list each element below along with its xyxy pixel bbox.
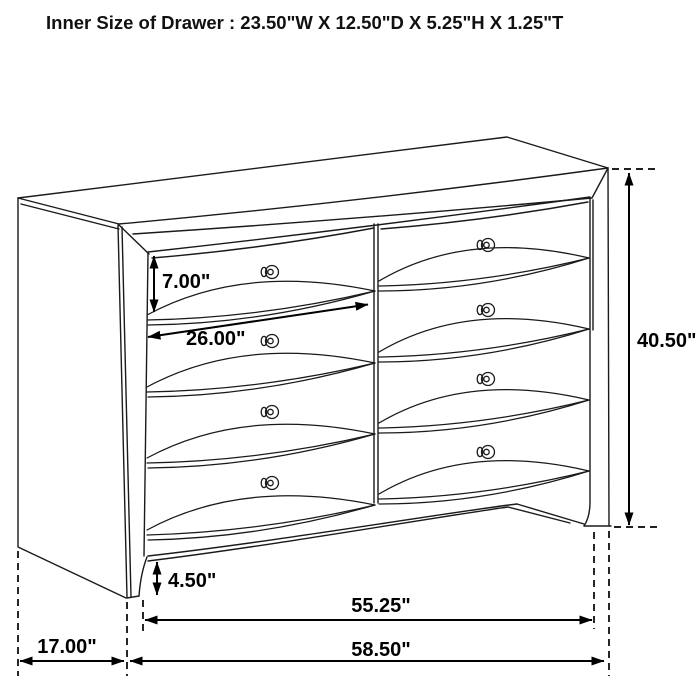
drawer-gap-right-3 <box>379 390 589 433</box>
drawer-knob <box>477 239 494 252</box>
dimension-overall-width <box>130 639 604 661</box>
drawer-gap-right-2 <box>379 319 589 362</box>
drawer-gap-right-1 <box>379 248 589 291</box>
dimension-base-height <box>157 562 216 595</box>
dimension-drawer-width <box>148 305 368 351</box>
drawer-knob <box>261 477 278 490</box>
drawer-knob <box>477 446 494 459</box>
dim-label-case-width: 55.25" <box>351 595 411 617</box>
dim-label-overall-height: 40.50" <box>637 330 697 352</box>
dim-label-drawer-front-height: 7.00" <box>162 271 211 293</box>
dimension-drawer-front-height <box>154 256 210 312</box>
dresser-top <box>18 137 608 254</box>
drawer-knob <box>477 373 494 386</box>
drawer-knob <box>261 406 278 419</box>
drawer-gap-right-4 <box>379 461 589 504</box>
dim-label-depth: 17.00" <box>37 636 97 658</box>
dim-label-base-height: 4.50" <box>168 570 217 592</box>
drawer-knob <box>477 304 494 317</box>
page-title: Inner Size of Drawer : 23.50"W X 12.50"D X 5.25"H X 1.25"T <box>46 12 564 33</box>
dim-label-overall-width: 58.50" <box>351 639 411 661</box>
dimension-depth <box>20 636 124 661</box>
dim-arrow-drawer-width <box>148 305 368 338</box>
dresser-drawing <box>18 137 611 598</box>
dimension-overall-height <box>629 173 697 525</box>
drawer-knob <box>261 335 278 348</box>
dim-label-drawer-width: 26.00" <box>186 328 246 350</box>
drawer-gap-left-3 <box>147 424 375 468</box>
extension-lines <box>18 169 658 676</box>
drawer-gap-left-2 <box>147 353 375 397</box>
drawer-knob <box>261 266 278 279</box>
dimension-case-width <box>145 595 592 620</box>
dresser-left-side-panel <box>18 198 131 598</box>
